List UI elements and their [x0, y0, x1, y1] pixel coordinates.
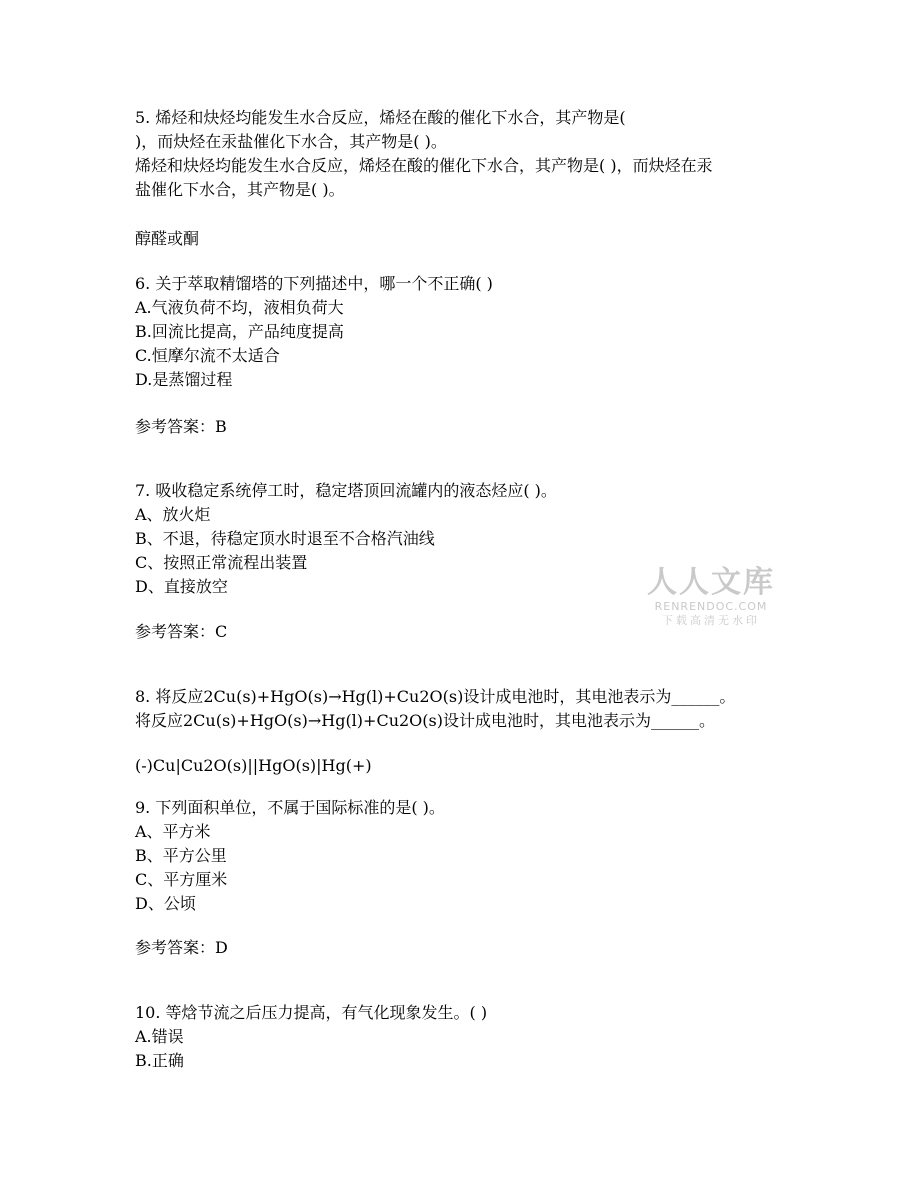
q5-text-line-1: 5. 烯烃和炔烃均能发生水合反应，烯烃在酸的催化下水合，其产物是( [135, 108, 626, 127]
q10-stem: 10. 等焓节流之后压力提高，有气化现象发生。( ) [135, 1003, 488, 1022]
q7-option-d: D、直接放空 [135, 577, 228, 596]
q9-option-c: C、平方厘米 [135, 870, 228, 889]
q8-text-line-1: 8. 将反应2Cu(s)+HgO(s)→Hg(l)+Cu2O(s)设计成电池时，其电池表示为______。 [135, 687, 736, 706]
q7-option-a: A、放火炬 [135, 505, 211, 524]
q5-text-line-2: )，而炔烃在汞盐催化下水合，其产物是( )。 [135, 132, 447, 151]
q9-option-d: D、公顷 [135, 894, 196, 913]
q7-stem: 7. 吸收稳定系统停工时，稳定塔顶回流罐内的液态烃应( )。 [135, 481, 557, 500]
q7-answer: 参考答案：C [135, 622, 228, 641]
q9-option-a: A、平方米 [135, 822, 211, 841]
q6-option-c: C.恒摩尔流不太适合 [135, 346, 280, 365]
renrendoc-watermark [646, 566, 776, 628]
q8-text-line-2: 将反应2Cu(s)+HgO(s)→Hg(l)+Cu2O(s)设计成电池时，其电池表示为______。 [135, 711, 715, 730]
q8-answer: (-)Cu|Cu2O(s)||HgO(s)|Hg(+) [135, 756, 372, 775]
watermark-slogan: 下载高清无水印 [662, 614, 760, 627]
q6-option-b: B.回流比提高，产品纯度提高 [135, 322, 344, 341]
q5-answer: 醇醛或酮 [135, 229, 200, 248]
q5-text-line-3: 烯烃和炔烃均能发生水合反应，烯烃在酸的催化下水合，其产物是( )，而炔烃在汞 [135, 156, 713, 175]
watermark-domain: RENRENDOC.COM [654, 600, 768, 613]
q9-answer: 参考答案：D [135, 938, 228, 957]
q7-option-b: B、不退，待稳定顶水时退至不合格汽油线 [135, 529, 435, 548]
q7-option-c: C、按照正常流程出装置 [135, 553, 308, 572]
q10-option-b: B.正确 [135, 1051, 184, 1070]
q5-text-line-4: 盐催化下水合，其产物是( )。 [135, 180, 345, 199]
q6-option-d: D.是蒸馏过程 [135, 370, 233, 389]
q9-stem: 9. 下列面积单位，不属于国际标准的是( )。 [135, 798, 445, 817]
q6-answer: 参考答案：B [135, 417, 227, 436]
watermark-title: 人人文库 [647, 565, 775, 600]
q6-option-a: A.气液负荷不均，液相负荷大 [135, 298, 344, 317]
q9-option-b: B、平方公里 [135, 846, 227, 865]
q10-option-a: A.错误 [135, 1027, 184, 1046]
q6-stem: 6. 关于萃取精馏塔的下列描述中，哪一个不正确( ) [135, 274, 493, 293]
